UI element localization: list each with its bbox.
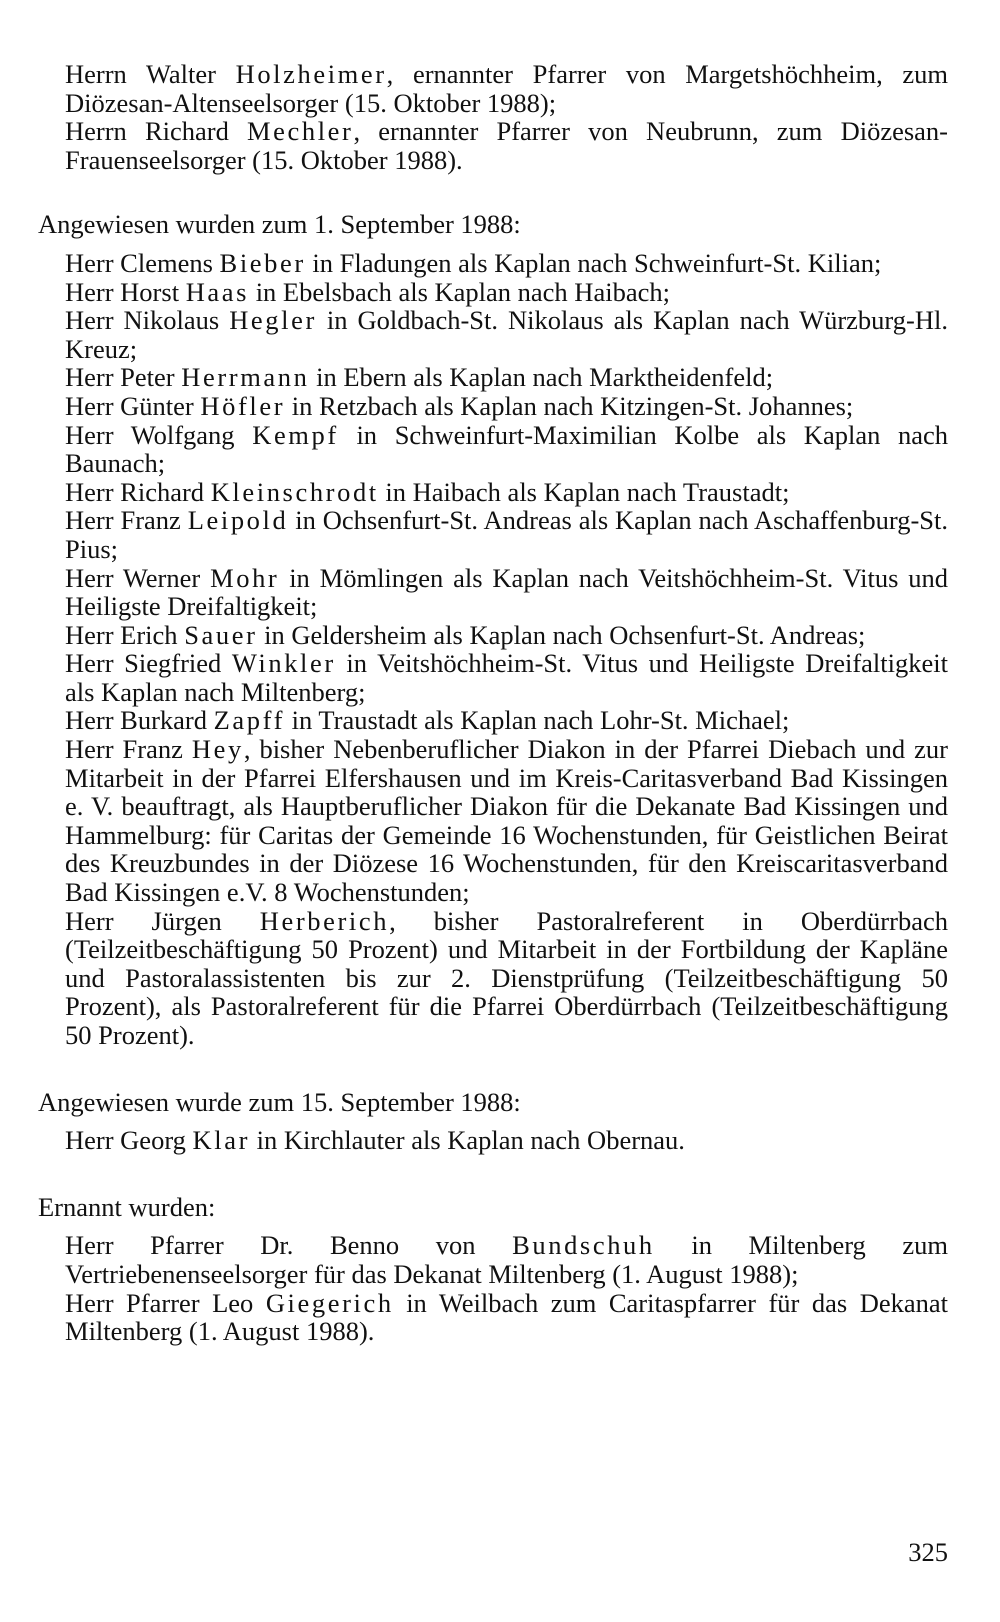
- entry-kempf: [65, 421, 948, 478]
- entry-prefix: Herr Jürgen: [65, 905, 260, 936]
- entry-text: in Schweinfurt-Maximilian Kolbe als Kaplan nach Baunach;: [65, 419, 948, 479]
- entry-prefix: Herr Werner: [65, 562, 211, 593]
- entry-prefix: Herr Nikolaus: [65, 305, 230, 336]
- entry-mohr: [65, 564, 948, 621]
- entry-hoefler: [65, 392, 948, 421]
- person-name: Giegerich: [265, 1287, 394, 1318]
- person-name: Bundschuh: [512, 1230, 655, 1261]
- entry-text: in Traustadt als Kaplan nach Lohr-St. Michael;: [285, 705, 790, 736]
- person-name: Kleinschrodt: [210, 476, 379, 507]
- entry-holzheimer: [65, 60, 948, 117]
- section-heading-ernannt: Ernannt wurden:: [38, 1191, 216, 1222]
- entry-bieber: [65, 249, 948, 278]
- page-number: 325: [908, 1537, 948, 1567]
- entry-prefix: Herr Siegfried: [65, 648, 232, 679]
- section-1-entries: [65, 249, 948, 1050]
- entry-leipold: [65, 506, 948, 563]
- top-entries: [65, 60, 948, 174]
- entry-kleinschrodt: [65, 478, 948, 507]
- entry-prefix: Herr Günter: [65, 390, 201, 421]
- entry-text: in Miltenberg zum Vertriebenenseelsorger für das Dekanat Miltenberg (1. August 1988);: [65, 1230, 949, 1289]
- entry-text: , bisher Nebenberuflicher Diakon in der Pfarrei Diebach und zur Mitarbeit in der Pfarrei Elfershausen und im Kreis-Caritasverband Bad Kissingen e. V. beauftragt, als Hauptberuflicher Diakon für die Dekanate Bad Kissingen und Hammelburg: für Caritas der Gemeinde 16 Wochenstunden, für Geistlichen Beirat des Kreuzbundes in der Diözese 16 Wochenstunden, für den Kreiscaritasverband Bad Kissingen e.V. 8 Wochenstunden;: [65, 734, 948, 908]
- entry-prefix: Herr Peter: [65, 362, 182, 393]
- entry-giegerich: [65, 1289, 948, 1346]
- section-heading-september-15: Angewiesen wurde zum 15. September 1988:: [38, 1086, 521, 1117]
- entry-text: in Geldersheim als Kaplan nach Ochsenfurt-St. Andreas;: [257, 619, 866, 650]
- entry-herberich: [65, 907, 948, 1050]
- entry-herrmann: [65, 363, 948, 392]
- entry-prefix: Herr Pfarrer Leo: [65, 1287, 266, 1318]
- entry-prefix: Herr Pfarrer Dr. Benno von: [65, 1230, 513, 1261]
- entry-text: , ernannter Pfarrer von Neubrunn, zum Diözesan-Frauenseelsorger (15. Oktober 1988).: [65, 116, 948, 175]
- entry-text: in Retzbach als Kaplan nach Kitzingen-St. Johannes;: [285, 390, 854, 421]
- entry-hey: [65, 735, 948, 907]
- entry-text: in Veitshöchheim-St. Vitus und Heiligste Dreifaltigkeit als Kaplan nach Miltenberg;: [65, 648, 948, 707]
- person-name: Klar: [192, 1125, 251, 1156]
- person-name: Hegler: [229, 305, 317, 336]
- entry-bundschuh: [65, 1231, 948, 1288]
- person-name: Zapff: [213, 705, 286, 736]
- person-name: Haas: [185, 276, 250, 307]
- person-name: Höfler: [200, 390, 286, 421]
- person-name: Sauer: [184, 619, 258, 650]
- entry-text: in Goldbach-St. Nikolaus als Kaplan nach Würzburg-Hl. Kreuz;: [65, 305, 948, 364]
- section-2-entries: [65, 1126, 948, 1155]
- entry-prefix: Herr Georg: [65, 1125, 193, 1156]
- entry-text: , bisher Pastoralreferent in Oberdürrbach (Teilzeitbeschäftigung 50 Prozent) und Mitarbeit in der Fortbildung der Kapläne und Pastoralassistenten bis zur 2. Dienstprüfung (Teilzeitbeschäftigung 50 Prozent), als Pastoralreferent für die Pfarrei Oberdürrbach (Teilzeitbeschäftigung 50 Prozent).: [65, 905, 948, 1050]
- section-3-entries: [65, 1231, 948, 1345]
- person-name: Mechler: [246, 116, 354, 147]
- entry-prefix: Herrn Walter: [65, 59, 236, 89]
- entry-prefix: Herr Clemens: [65, 247, 220, 278]
- entry-text: in Mömlingen als Kaplan nach Veitshöchheim-St. Vitus und Heiligste Dreifaltigkeit;: [65, 562, 948, 622]
- entry-text: , ernannter Pfarrer von Margetshöchheim, zum Diözesan-Altenseelsorger (15. Oktober 1988);: [65, 59, 948, 118]
- entry-prefix: Herr Franz: [65, 734, 192, 765]
- entry-haas: [65, 278, 948, 307]
- person-name: Hey: [191, 734, 244, 765]
- person-name: Holzheimer: [235, 59, 387, 89]
- person-name: Bieber: [219, 247, 306, 278]
- entry-prefix: Herrn Richard: [65, 116, 247, 147]
- entry-text: in Kirchlauter als Kaplan nach Obernau.: [250, 1125, 685, 1156]
- entry-prefix: Herr Franz: [65, 505, 188, 536]
- person-name: Herberich: [259, 905, 390, 936]
- person-name: Herrmann: [181, 362, 310, 393]
- entry-klar: [65, 1126, 948, 1155]
- entry-text: in Ochsenfurt-St. Andreas als Kaplan nach Aschaffenburg-St. Pius;: [65, 505, 948, 564]
- entry-prefix: Herr Horst: [65, 276, 186, 307]
- entry-sauer: [65, 621, 948, 650]
- entry-hegler: [65, 306, 948, 363]
- entry-mechler: [65, 117, 948, 174]
- person-name: Leipold: [187, 505, 289, 536]
- section-heading-september-1: Angewiesen wurden zum 1. September 1988:: [38, 209, 521, 240]
- person-name: Kempf: [252, 419, 339, 450]
- entry-winkler: [65, 649, 948, 706]
- person-name: Mohr: [210, 562, 280, 593]
- entry-text: in Ebern als Kaplan nach Marktheidenfeld;: [309, 362, 774, 393]
- entry-zapff: [65, 706, 948, 735]
- entry-text: in Fladungen als Kaplan nach Schweinfurt-St. Kilian;: [305, 247, 882, 278]
- entry-text: in Haibach als Kaplan nach Traustadt;: [378, 476, 790, 507]
- entry-prefix: Herr Richard: [65, 476, 211, 507]
- entry-prefix: Herr Erich: [65, 619, 185, 650]
- entry-prefix: Herr Burkard: [65, 705, 214, 736]
- entry-text: in Ebelsbach als Kaplan nach Haibach;: [249, 276, 670, 307]
- entry-prefix: Herr Wolfgang: [65, 419, 253, 450]
- entry-text: in Weilbach zum Caritaspfarrer für das Dekanat Miltenberg (1. August 1988).: [65, 1287, 948, 1347]
- person-name: Winkler: [231, 648, 336, 679]
